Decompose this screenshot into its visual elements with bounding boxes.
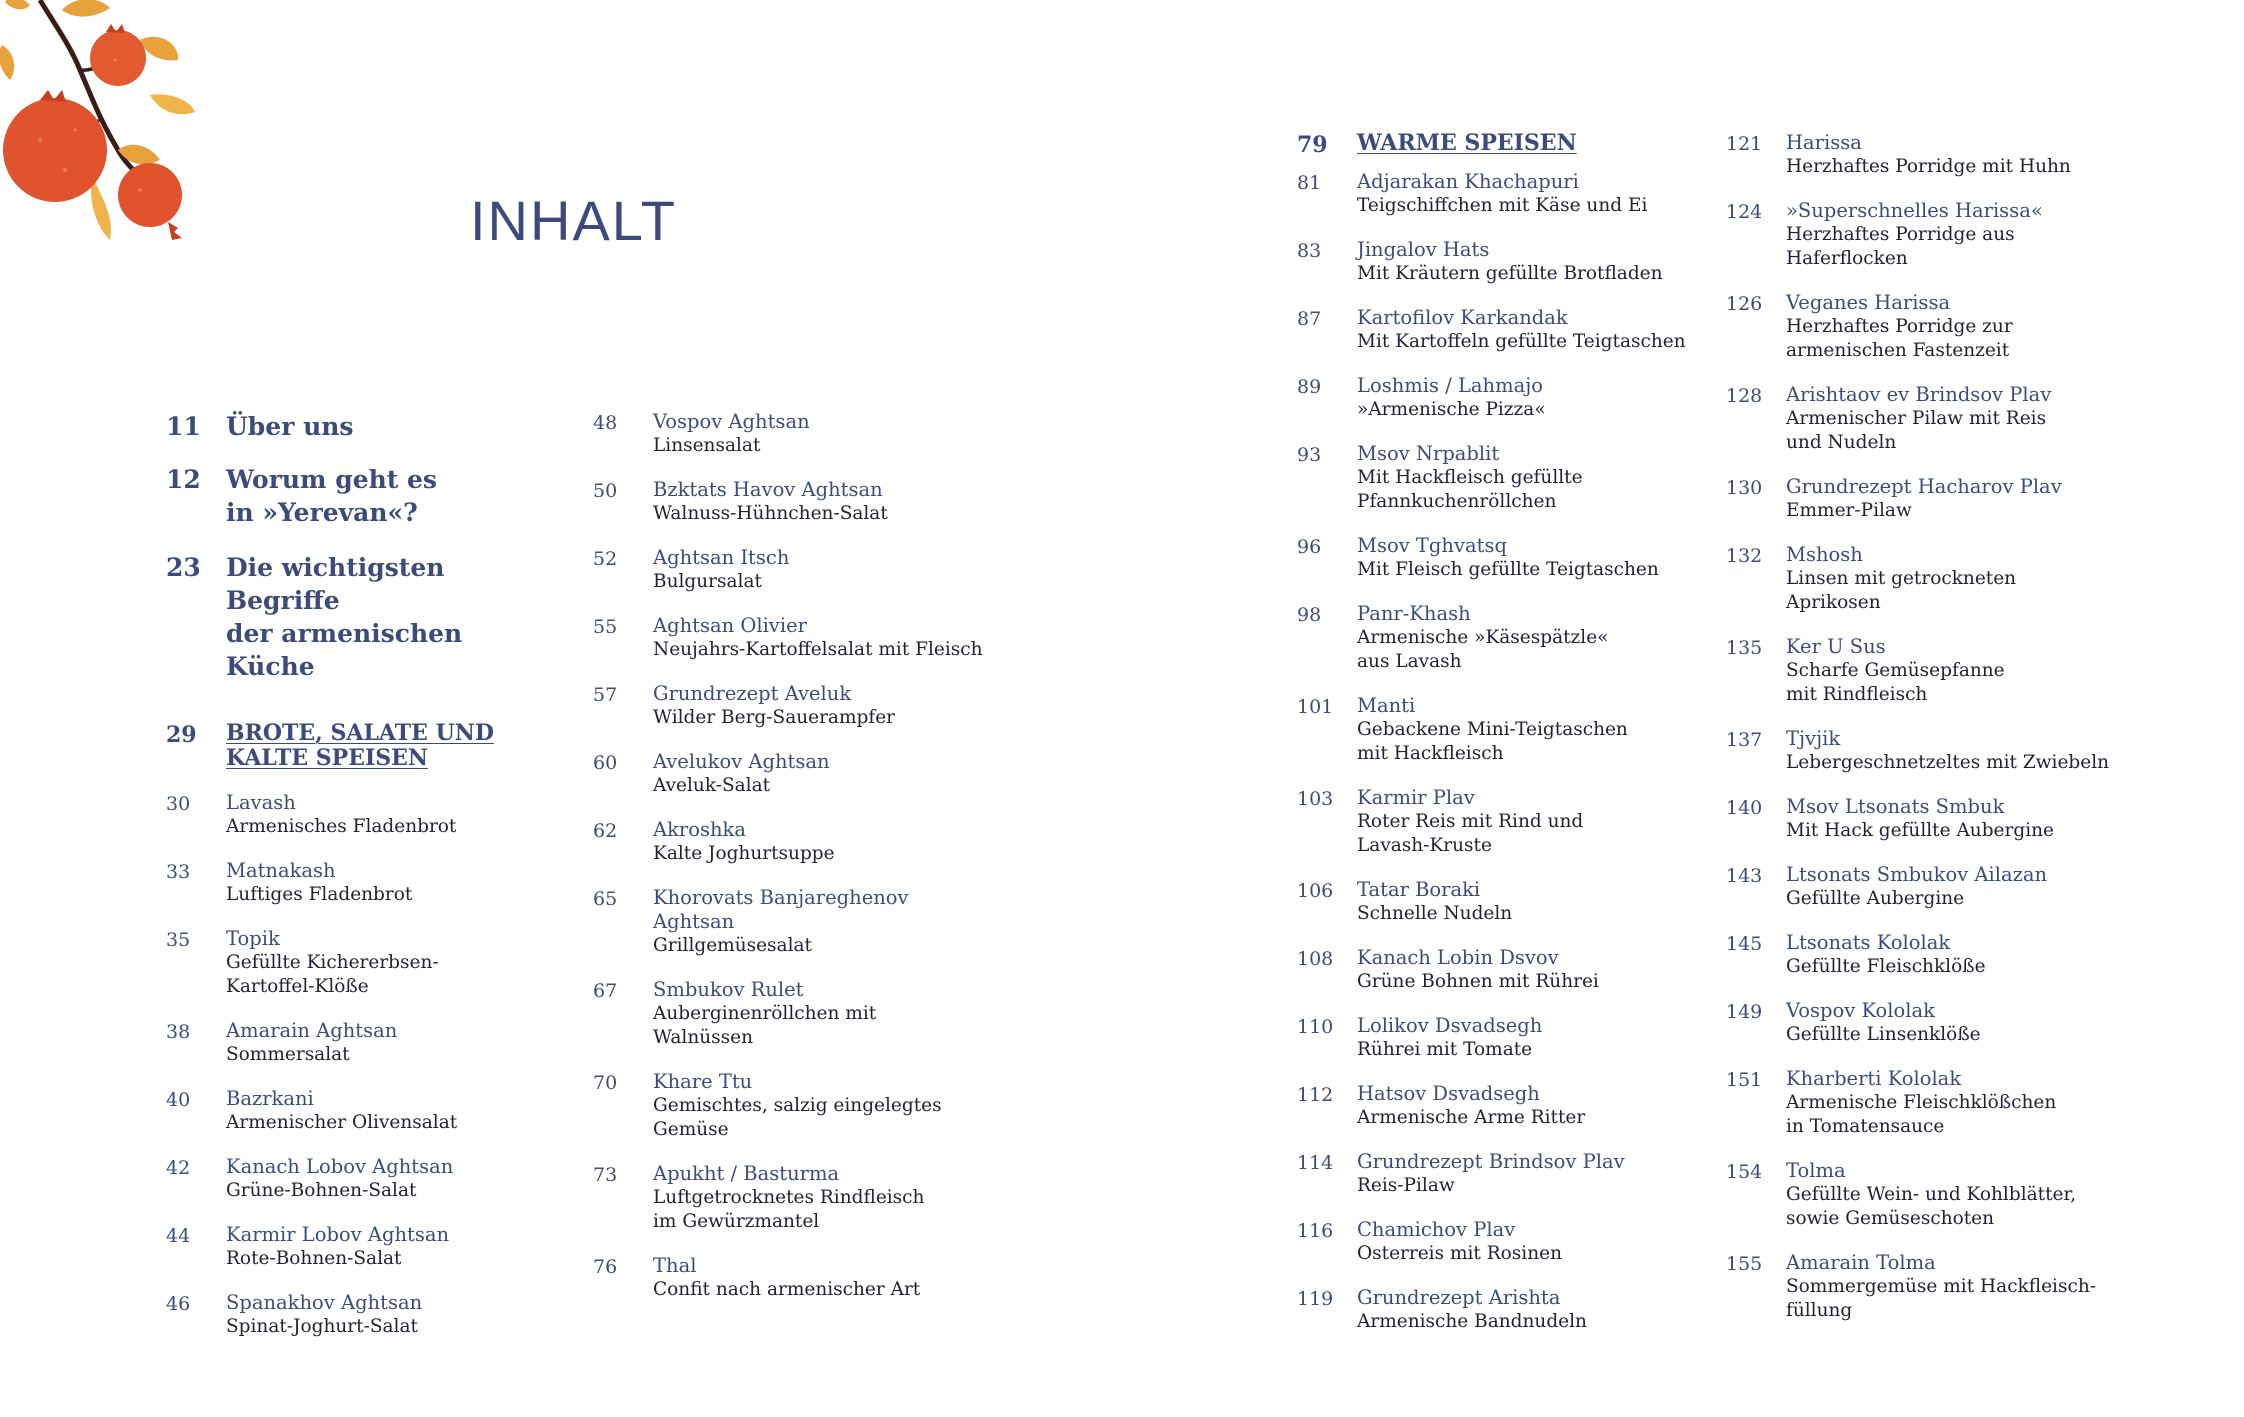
toc-entry-description: Confit nach armenischer Art: [653, 1279, 921, 1300]
toc-entry-title: Vospov Kololak: [1786, 999, 1935, 1022]
toc-entry-description: Bulgursalat: [653, 571, 762, 592]
toc-entry: [1297, 306, 1717, 354]
toc-entry-title: Topik: [226, 927, 280, 950]
toc-entry-description: Luftgetrocknetes Rindfleisch im Gewürzmantel: [653, 1187, 925, 1232]
toc-entry: [1726, 1159, 2146, 1231]
toc-entry-description: Herzhaftes Porridge mit Huhn: [1786, 156, 2071, 177]
toc-entry-title: Smbukov Rulet: [653, 978, 804, 1001]
toc-page-number: 46: [166, 1293, 191, 1315]
toc-entry: [1726, 795, 2146, 843]
toc-entry-description: Emmer-Pilaw: [1786, 500, 1912, 521]
toc-entry: [166, 1223, 546, 1271]
toc-entry-title: Grundrezept Brindsov Plav: [1357, 1150, 1625, 1173]
toc-entry: [593, 750, 1013, 798]
toc-entry: [593, 614, 1013, 662]
toc-entry-title: Vospov Aghtsan: [653, 410, 810, 433]
toc-entry: [1297, 1014, 1717, 1062]
toc-page-number: 130: [1726, 477, 1763, 499]
toc-entry-description: Lebergeschnetzeltes mit Zwiebeln: [1786, 752, 2110, 773]
toc-page-number: 81: [1297, 172, 1322, 194]
toc-page-number: 126: [1726, 293, 1763, 315]
toc-page-number: 50: [593, 480, 618, 502]
toc-page-number: 155: [1726, 1253, 1763, 1275]
toc-entry: [166, 721, 546, 771]
toc-page-number: 116: [1297, 1220, 1334, 1242]
toc-entry-description: Linsen mit getrockneten Aprikosen: [1786, 568, 2017, 613]
toc-entry-title: Kartofilov Karkandak: [1357, 306, 1568, 329]
toc-page-number: 60: [593, 752, 618, 774]
toc-entry-title: BROTE, SALATE UND KALTE SPEISEN: [226, 720, 494, 771]
toc-entry-title: Jingalov Hats: [1357, 238, 1490, 261]
toc-entry-description: Grüne Bohnen mit Rührei: [1357, 971, 1599, 992]
toc-entry-title: Msov Nrpablit: [1357, 442, 1500, 465]
toc-column-4: [1726, 131, 2146, 1323]
toc-page-number: 29: [166, 722, 197, 748]
toc-entry: [166, 1087, 546, 1135]
toc-entry-description: Teigschiffchen mit Käse und Ei: [1357, 195, 1648, 216]
toc-entry: [593, 818, 1013, 866]
toc-entry: [1726, 863, 2146, 911]
toc-entry: [1726, 635, 2146, 707]
toc-entry-title: Adjarakan Khachapuri: [1357, 170, 1579, 193]
toc-entry-title: Manti: [1357, 694, 1416, 717]
toc-entry-description: Roter Reis mit Rind und Lavash-Kruste: [1357, 811, 1584, 856]
toc-entry-description: Gefüllte Fleischklöße: [1786, 956, 1986, 977]
toc-entry: [593, 978, 1013, 1050]
toc-entry: [166, 791, 546, 839]
toc-entry-title: Über uns: [226, 412, 354, 441]
toc-entry: [1726, 931, 2146, 979]
toc-entry-description: Mit Fleisch gefüllte Teigtaschen: [1357, 559, 1659, 580]
toc-entry: [593, 1254, 1013, 1302]
toc-entry: [1726, 475, 2146, 523]
toc-page-number: 67: [593, 980, 618, 1002]
toc-entry-title: Loshmis / Lahmajo: [1357, 374, 1543, 397]
toc-entry-description: Herzhaftes Porridge aus Haferflocken: [1786, 224, 2015, 269]
toc-entry-description: Mit Kartoffeln gefüllte Teigtaschen: [1357, 331, 1686, 352]
toc-entry-title: Amarain Aghtsan: [226, 1019, 398, 1042]
toc-entry-description: Armenische »Käsespätzle« aus Lavash: [1357, 627, 1609, 672]
toc-entry-title: Tjvjik: [1786, 727, 1841, 750]
toc-entry-description: Sommersalat: [226, 1044, 350, 1065]
toc-entry-title: Bazrkani: [226, 1087, 314, 1110]
page-title: INHALT: [470, 189, 677, 252]
toc-entry-title: Lavash: [226, 791, 296, 814]
toc-entry-description: Rote-Bohnen-Salat: [226, 1248, 402, 1269]
toc-entry-description: Armenisches Fladenbrot: [226, 816, 457, 837]
toc-entry-description: Gefüllte Wein- und Kohlblätter, sowie Gemüseschoten: [1786, 1184, 2077, 1229]
toc-entry-description: Osterreis mit Rosinen: [1357, 1243, 1562, 1264]
toc-entry-title: Ker U Sus: [1786, 635, 1886, 658]
toc-entry: [1297, 1218, 1717, 1266]
toc-entry: [1726, 383, 2146, 455]
toc-entry-description: Gemischtes, salzig eingelegtes Gemüse: [653, 1095, 942, 1140]
toc-page-number: 70: [593, 1072, 618, 1094]
toc-page-number: 135: [1726, 637, 1763, 659]
toc-entry-description: Armenischer Pilaw mit Reis und Nudeln: [1786, 408, 2047, 453]
toc-page-number: 132: [1726, 545, 1763, 567]
toc-page-number: 89: [1297, 376, 1322, 398]
toc-page-number: 55: [593, 616, 618, 638]
toc-page-number: 35: [166, 929, 191, 951]
toc-page-number: 44: [166, 1225, 191, 1247]
toc-entry-description: Grüne-Bohnen-Salat: [226, 1180, 417, 1201]
toc-entry-title: Tatar Boraki: [1357, 878, 1481, 901]
toc-page-number: 96: [1297, 536, 1322, 558]
toc-page-number: 106: [1297, 880, 1334, 902]
toc-column-3: [1297, 131, 1717, 1334]
toc-entry-title: Karmir Plav: [1357, 786, 1475, 809]
toc-entry-title: Die wichtigsten Begriffe der armenischen Küche: [226, 553, 463, 681]
toc-page-number: 128: [1726, 385, 1763, 407]
toc-entry: [1297, 694, 1717, 766]
toc-entry: [166, 410, 546, 443]
toc-entry-description: Armenische Bandnudeln: [1357, 1311, 1587, 1332]
toc-page-number: 11: [166, 412, 201, 441]
toc-entry-title: Veganes Harissa: [1786, 291, 1951, 314]
toc-page-number: 145: [1726, 933, 1763, 955]
toc-entry-title: Aghtsan Itsch: [653, 546, 790, 569]
toc-entry: [593, 1070, 1013, 1142]
toc-entry-title: Hatsov Dsvadsegh: [1357, 1082, 1540, 1105]
toc-page-number: 110: [1297, 1016, 1334, 1038]
toc-page-number: 40: [166, 1089, 191, 1111]
toc-entry: [1297, 442, 1717, 514]
toc-entry: [1297, 1286, 1717, 1334]
toc-entry-title: Grundrezept Hacharov Plav: [1786, 475, 2062, 498]
toc-page-number: 154: [1726, 1161, 1763, 1183]
toc-entry-description: Walnuss-Hühnchen-Salat: [653, 503, 888, 524]
toc-entry: [1297, 1150, 1717, 1198]
toc-page-number: 23: [166, 553, 201, 582]
toc-entry-title: Karmir Lobov Aghtsan: [226, 1223, 450, 1246]
toc-entry: [1726, 1251, 2146, 1323]
toc-page-number: 140: [1726, 797, 1763, 819]
toc-page-number: 62: [593, 820, 618, 842]
toc-entry-title: Lolikov Dsvadsegh: [1357, 1014, 1543, 1037]
toc-entry-description: Linsensalat: [653, 435, 761, 456]
toc-entry-description: Mit Hack gefüllte Aubergine: [1786, 820, 2054, 841]
toc-entry-title: Panr-Khash: [1357, 602, 1471, 625]
toc-entry-description: Armenische Fleischklößchen in Tomatensauce: [1786, 1092, 2057, 1137]
toc-entry: [166, 859, 546, 907]
toc-entry-title: Chamichov Plav: [1357, 1218, 1516, 1241]
toc-entry-title: Mshosh: [1786, 543, 1863, 566]
toc-entry-title: Apukht / Basturma: [653, 1162, 840, 1185]
toc-entry-description: Schnelle Nudeln: [1357, 903, 1513, 924]
toc-entry-title: Kanach Lobov Aghtsan: [226, 1155, 454, 1178]
toc-page-number: 38: [166, 1021, 191, 1043]
toc-entry: [1297, 786, 1717, 858]
toc-entry-title: Amarain Tolma: [1786, 1251, 1936, 1274]
toc-entry-description: Gefüllte Linsenklöße: [1786, 1024, 1981, 1045]
toc-page-number: 33: [166, 861, 191, 883]
toc-page-number: 108: [1297, 948, 1334, 970]
toc-entry-description: Rührei mit Tomate: [1357, 1039, 1533, 1060]
toc-page-number: 151: [1726, 1069, 1763, 1091]
toc-entry: [1726, 999, 2146, 1047]
toc-entry: [166, 927, 546, 999]
toc-entry: [166, 1155, 546, 1203]
toc-entry: [1726, 727, 2146, 775]
toc-entry-description: Luftiges Fladenbrot: [226, 884, 413, 905]
toc-entry: [1297, 878, 1717, 926]
toc-page-number: 83: [1297, 240, 1322, 262]
toc-page-number: 137: [1726, 729, 1763, 751]
toc-entry-title: Avelukov Aghtsan: [653, 750, 830, 773]
toc-page-number: 76: [593, 1256, 618, 1278]
toc-entry-description: Gefüllte Kichererbsen- Kartoffel-Klöße: [226, 952, 439, 997]
toc-entry: [1297, 946, 1717, 994]
toc-page-number: 119: [1297, 1288, 1334, 1310]
toc-page-number: 52: [593, 548, 618, 570]
toc-entry-title: Tolma: [1786, 1159, 1846, 1182]
toc-page-number: 121: [1726, 133, 1763, 155]
toc-page-number: 101: [1297, 696, 1334, 718]
toc-entry-description: Gebackene Mini-Teigtaschen mit Hackfleisch: [1357, 719, 1628, 764]
toc-entry: [166, 551, 546, 683]
toc-entry-description: Spinat-Joghurt-Salat: [226, 1316, 418, 1337]
toc-entry: [1726, 543, 2146, 615]
toc-page-number: 30: [166, 793, 191, 815]
toc-entry-description: Aveluk-Salat: [653, 775, 771, 796]
toc-page-number: 42: [166, 1157, 191, 1179]
toc-entry: [1297, 1082, 1717, 1130]
toc-page-number: 48: [593, 412, 618, 434]
pomegranate-branch-illustration: [0, 0, 210, 270]
toc-page-number: 12: [166, 465, 201, 494]
toc-page-number: 98: [1297, 604, 1322, 626]
toc-entry: [166, 1291, 546, 1339]
toc-page-number: 149: [1726, 1001, 1763, 1023]
toc-page-number: 57: [593, 684, 618, 706]
toc-entry-title: Grundrezept Aveluk: [653, 682, 852, 705]
toc-page-number: 87: [1297, 308, 1322, 330]
toc-entry-title: Arishtaov ev Brindsov Plav: [1786, 383, 2052, 406]
toc-column-1: [166, 410, 546, 1339]
toc-page-number: 93: [1297, 444, 1322, 466]
toc-page-number: 65: [593, 888, 618, 910]
toc-entry-description: Armenischer Olivensalat: [226, 1112, 458, 1133]
toc-entry: [593, 410, 1013, 458]
toc-entry-title: Kharberti Kololak: [1786, 1067, 1962, 1090]
toc-entry-description: Wilder Berg-Sauerampfer: [653, 707, 895, 728]
toc-entry-title: Msov Tghvatsq: [1357, 534, 1507, 557]
toc-entry: [593, 1162, 1013, 1234]
toc-entry-title: Akroshka: [653, 818, 746, 841]
toc-page-number: 73: [593, 1164, 618, 1186]
toc-entry: [166, 463, 546, 529]
toc-entry: [593, 478, 1013, 526]
toc-page-number: 114: [1297, 1152, 1334, 1174]
toc-page-number: 112: [1297, 1084, 1334, 1106]
toc-entry: [1297, 534, 1717, 582]
toc-entry-title: WARME SPEISEN: [1357, 130, 1577, 156]
toc-page-number: 124: [1726, 201, 1763, 223]
toc-entry-title: »Superschnelles Harissa«: [1786, 199, 2043, 222]
toc-entry-title: Bzktats Havov Aghtsan: [653, 478, 883, 501]
toc-entry-title: Kanach Lobin Dsvov: [1357, 946, 1559, 969]
toc-entry-title: Harissa: [1786, 131, 1862, 154]
toc-entry-title: Khorovats Banjareghenov Aghtsan: [653, 886, 909, 933]
toc-entry: [1297, 602, 1717, 674]
toc-entry-title: Worum geht es in »Yerevan«?: [226, 465, 438, 527]
toc-entry-description: Herzhaftes Porridge zur armenischen Fastenzeit: [1786, 316, 2013, 361]
toc-entry-title: Matnakash: [226, 859, 336, 882]
toc-entry-description: Reis-Pilaw: [1357, 1175, 1455, 1196]
toc-entry: [1297, 238, 1717, 286]
toc-entry: [1726, 291, 2146, 363]
toc-entry-title: Grundrezept Arishta: [1357, 1286, 1561, 1309]
toc-page-number: 79: [1297, 132, 1328, 158]
toc-entry-title: Ltsonats Smbukov Ailazan: [1786, 863, 2048, 886]
toc-page-number: 103: [1297, 788, 1334, 810]
toc-entry-description: Scharfe Gemüsepfanne mit Rindfleisch: [1786, 660, 2005, 705]
toc-entry: [1726, 1067, 2146, 1139]
toc-entry-description: Grillgemüsesalat: [653, 935, 812, 956]
toc-entry: [593, 886, 1013, 958]
toc-entry-description: »Armenische Pizza«: [1357, 399, 1546, 420]
toc-entry-description: Kalte Joghurtsuppe: [653, 843, 835, 864]
toc-entry-description: Auberginenröllchen mit Walnüssen: [653, 1003, 877, 1048]
toc-entry: [1726, 199, 2146, 271]
toc-entry-description: Mit Hackfleisch gefüllte Pfannkuchenröllchen: [1357, 467, 1583, 512]
toc-entry-title: Khare Ttu: [653, 1070, 753, 1093]
toc-entry-description: Gefüllte Aubergine: [1786, 888, 1965, 909]
toc-entry-title: Msov Ltsonats Smbuk: [1786, 795, 2005, 818]
toc-entry: [166, 1019, 546, 1067]
toc-entry-description: Sommergemüse mit Hackfleisch- füllung: [1786, 1276, 2096, 1321]
toc-entry-title: Aghtsan Olivier: [653, 614, 807, 637]
toc-entry-description: Armenische Arme Ritter: [1357, 1107, 1586, 1128]
toc-entry-title: Ltsonats Kololak: [1786, 931, 1951, 954]
toc-entry-description: Mit Kräutern gefüllte Brotfladen: [1357, 263, 1663, 284]
toc-entry-description: Neujahrs-Kartoffelsalat mit Fleisch: [653, 639, 983, 660]
toc-entry: [593, 546, 1013, 594]
toc-entry: [1297, 170, 1717, 218]
toc-entry: [1297, 374, 1717, 422]
toc-entry: [1726, 131, 2146, 179]
toc-entry: [1297, 131, 1717, 158]
toc-entry: [593, 682, 1013, 730]
toc-entry-title: Spanakhov Aghtsan: [226, 1291, 423, 1314]
toc-entry-title: Thal: [653, 1254, 697, 1277]
toc-column-2: [593, 410, 1013, 1302]
toc-page-number: 143: [1726, 865, 1763, 887]
